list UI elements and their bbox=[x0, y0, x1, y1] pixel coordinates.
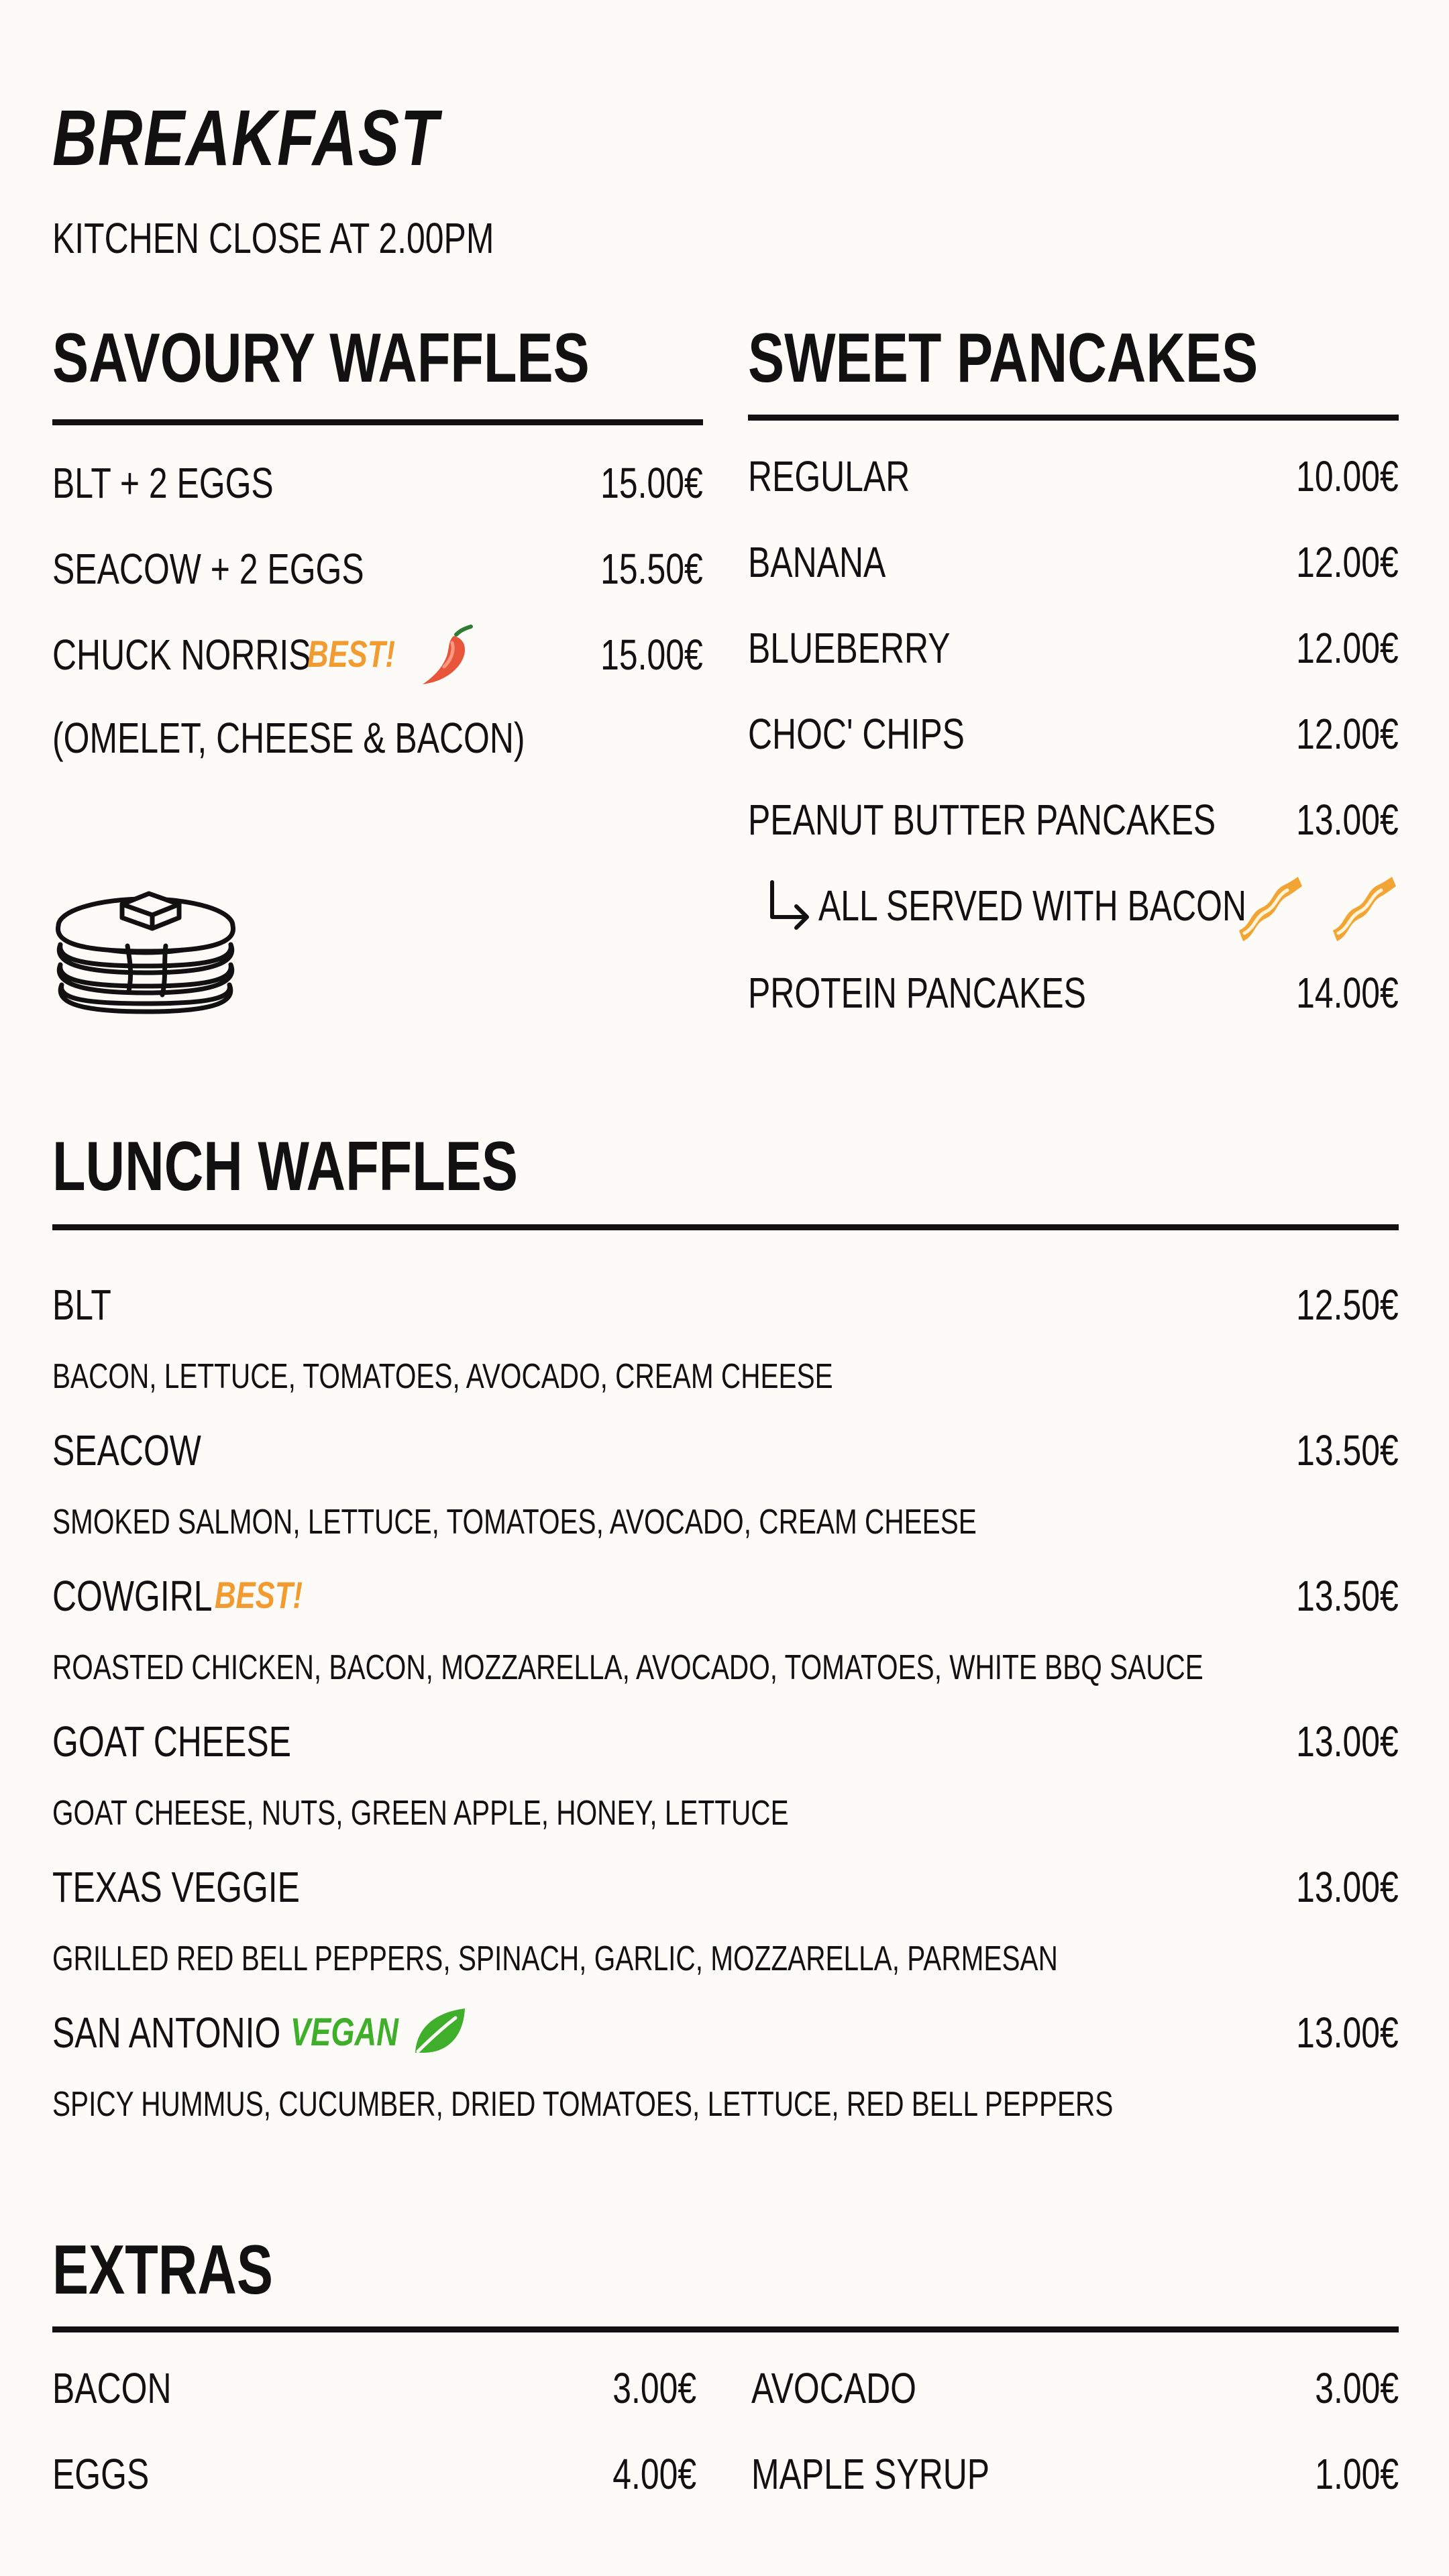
menu-item: BLT + 2 EGGS 15.00€ bbox=[52, 459, 703, 507]
menu-item: MAPLE SYRUP 1.00€ bbox=[751, 2450, 1399, 2498]
menu-item-description: BACON, LETTUCE, TOMATOES, AVOCADO, CREAM CHEESE bbox=[52, 1357, 833, 1396]
pancake-stack-icon bbox=[48, 884, 243, 1018]
menu-item: TEXAS VEGGIE 13.00€ bbox=[52, 1863, 1399, 1911]
menu-item-description: SPICY HUMMUS, CUCUMBER, DRIED TOMATOES, LETTUCE, RED BELL PEPPERS bbox=[52, 2085, 1114, 2124]
menu-item: BACON 3.00€ bbox=[52, 2364, 696, 2412]
menu-item-description: SMOKED SALMON, LETTUCE, TOMATOES, AVOCADO, CREAM CHEESE bbox=[52, 1503, 977, 1542]
menu-item: COWGIRL BEST! 13.50€ bbox=[52, 1572, 1399, 1620]
menu-item: CHUCK NORRIS BEST! 15.00€ bbox=[52, 628, 703, 682]
vegan-badge: VEGAN bbox=[290, 2010, 398, 2054]
menu-item-description: GRILLED RED BELL PEPPERS, SPINACH, GARLIC, MOZZARELLA, PARMESAN bbox=[52, 1939, 1058, 1978]
menu-item: PEANUT BUTTER PANCAKES 13.00€ bbox=[748, 796, 1399, 844]
sweet-divider bbox=[748, 415, 1399, 421]
menu-item: SEACOW + 2 EGGS 15.50€ bbox=[52, 545, 703, 593]
best-badge: BEST! bbox=[215, 1574, 303, 1616]
menu-item: PROTEIN PANCAKES 14.00€ bbox=[748, 969, 1399, 1017]
kitchen-hours: KITCHEN CLOSE AT 2.00PM bbox=[52, 214, 494, 262]
menu-item: BLUEBERRY 12.00€ bbox=[748, 624, 1399, 672]
menu-item: REGULAR 10.00€ bbox=[748, 452, 1399, 500]
menu-item: SEACOW 13.50€ bbox=[52, 1426, 1399, 1474]
bacon-strip-icon bbox=[1231, 871, 1305, 945]
menu-item: BANANA 12.00€ bbox=[748, 538, 1399, 586]
bacon-note: ALL SERVED WITH BACON bbox=[748, 875, 1419, 936]
extras-divider bbox=[52, 2326, 1399, 2332]
savoury-divider bbox=[52, 419, 703, 425]
bacon-strip-icon bbox=[1325, 871, 1399, 945]
lunch-divider bbox=[52, 1224, 1399, 1230]
best-badge: BEST! bbox=[307, 633, 396, 675]
menu-item: SAN ANTONIO VEGAN 13.00€ bbox=[52, 2006, 1399, 2059]
menu-item-note: (OMELET, CHEESE & BACON) bbox=[52, 714, 525, 762]
savoury-waffles-heading: SAVOURY WAFFLES bbox=[52, 319, 590, 397]
extras-heading: EXTRAS bbox=[52, 2231, 274, 2309]
chili-pepper-icon bbox=[415, 621, 482, 688]
lunch-waffles-heading: LUNCH WAFFLES bbox=[52, 1128, 518, 1205]
menu-item-description: ROASTED CHICKEN, BACON, MOZZARELLA, AVOCADO, TOMATOES, WHITE BBQ SAUCE bbox=[52, 1648, 1203, 1687]
menu-item: CHOC' CHIPS 12.00€ bbox=[748, 710, 1399, 758]
menu-item: AVOCADO 3.00€ bbox=[751, 2364, 1399, 2412]
menu-item: BLT 12.50€ bbox=[52, 1281, 1399, 1329]
page-title: BREAKFAST bbox=[52, 94, 439, 182]
down-right-arrow-icon bbox=[763, 878, 816, 932]
sweet-pancakes-heading: SWEET PANCAKES bbox=[748, 319, 1258, 397]
menu-item: GOAT CHEESE 13.00€ bbox=[52, 1717, 1399, 1766]
menu-item-description: GOAT CHEESE, NUTS, GREEN APPLE, HONEY, LETTUCE bbox=[52, 1794, 789, 1833]
leaf-icon bbox=[411, 2006, 468, 2057]
menu-item: EGGS 4.00€ bbox=[52, 2450, 696, 2498]
